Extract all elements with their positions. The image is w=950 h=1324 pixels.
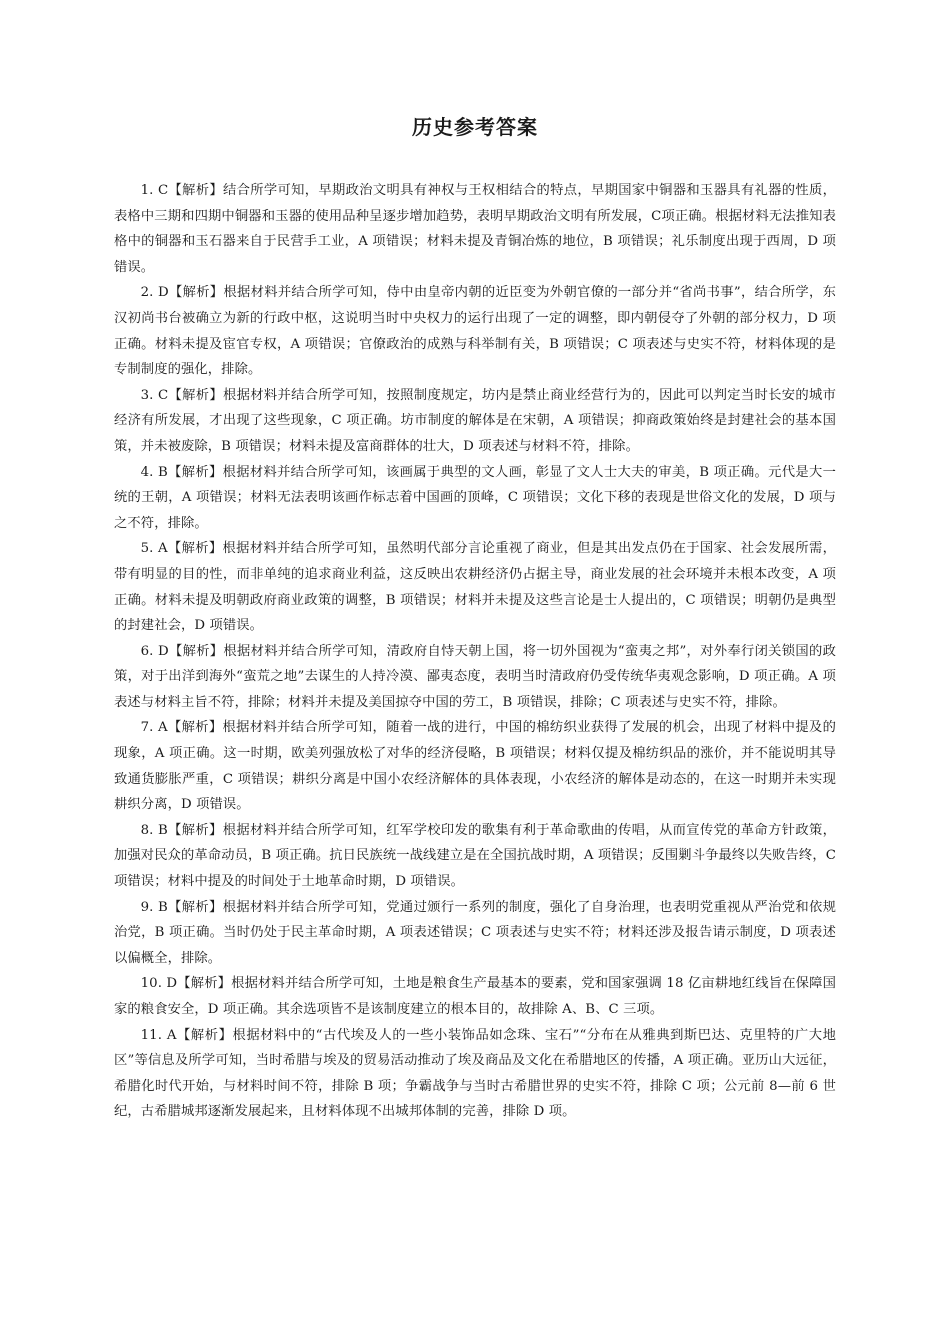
answer-item-9: 9. B【解析】根据材料并结合所学可知，党通过颁行一系列的制度，强化了自身治理，也表明党重视从严治党和依规治党，B 项正确。当时仍处于民主革命时期，A 项表述错误；C 项表述与史实不符；材料还涉及报告请示制度，D 项表述以偏概全，排除。	[114, 899, 836, 966]
answer-item-2: 2. D【解析】根据材料并结合所学可知，侍中由皇帝内朝的近臣变为外朝官僚的一部分并“省尚书事”，结合所学，东汉初尚书台被确立为新的行政中枢，这说明当时中央权力的运行出现了一定的调整，即内朝侵夺了外朝的部分权力，D 项正确。材料未提及宦官专权，A 项错误；官僚政治的成熟与科举制有关，B 项错误；C 项表述与史实不符，材料体现的是专制制度的强化，排除。	[114, 285, 836, 378]
answer-item-10: 10. D【解析】根据材料并结合所学可知，土地是粮食生产最基本的要素，党和国家强调 18 亿亩耕地红线旨在保障国家的粮食安全，D 项正确。其余选项皆不是该制度建立的根本目的，故排除 A、B、C 三项。	[114, 976, 836, 1017]
answer-item-5: 5. A【解析】根据材料并结合所学可知，虽然明代部分言论重视了商业，但是其出发点仍在于国家、社会发展所需，带有明显的目的性，而非单纯的追求商业利益，这反映出农耕经济仍占据主导，商业发展的社会环境并未根本改变，A 项正确。材料未提及明朝政府商业政策的调整，B 项错误；材料并未提及这些言论是士人提出的，C 项错误；明朝仍是典型的封建社会，D 项错误。	[114, 541, 836, 634]
answer-item-7: 7. A【解析】根据材料并结合所学可知，随着一战的进行，中国的棉纺织业获得了发展的机会，出现了材料中提及的现象，A 项正确。这一时期，欧美列强放松了对华的经济侵略，B 项错误；材料仅提及棉纺织品的涨价，并不能说明其导致通货膨胀严重，C 项错误；耕织分离是中国小农经济解体的具体表现，小农经济的解体是动态的，在这一时期并未实现耕织分离，D 项错误。	[114, 720, 836, 813]
answer-item-6: 6. D【解析】根据材料并结合所学可知，清政府自恃天朝上国，将一切外国视为“蛮夷之邦”，对外奉行闭关锁国的政策，对于出洋到海外“蛮荒之地”去谋生的人持冷漠、鄙夷态度，表明当时清政府仍受传统华夷观念影响，D 项正确。A 项表述与材料主旨不符，排除；材料并未提及美国掠夺中国的劳工，B 项错误，排除；C 项表述与史实不符，排除。	[114, 643, 836, 710]
answer-item-1: 1. C【解析】结合所学可知，早期政治文明具有神权与王权相结合的特点，早期国家中铜器和玉器具有礼器的性质，表格中三期和四期中铜器和玉器的使用品种呈逐步增加趋势，表明早期政治文明有所发展，C项正确。根据材料无法推知表格中的铜器和玉石器来自于民营手工业，A 项错误；材料未提及青铜冶炼的地位，B 项错误；礼乐制度出现于西周，D 项错误。	[114, 183, 836, 275]
answer-item-4: 4. B【解析】根据材料并结合所学可知，该画属于典型的文人画，彰显了文人士大夫的审美，B 项正确。元代是大一统的王朝，A 项错误；材料无法表明该画作标志着中国画的顶峰，C 项错误；文化下移的表现是世俗文化的发展，D 项与之不符，排除。	[114, 464, 836, 531]
answer-item-8: 8. B【解析】根据材料并结合所学可知，红军学校印发的歌集有利于革命歌曲的传唱，从而宣传党的革命方针政策，加强对民众的革命动员，B 项正确。抗日民族统一战线建立是在全国抗战时期，A 项错误；反围剿斗争最终以失败告终，C 项错误；材料中提及的时间处于土地革命时期，D 项错误。	[114, 822, 836, 890]
answer-item-3: 3. C【解析】根据材料并结合所学可知，按照制度规定，坊内是禁止商业经营行为的，因此可以判定当时长安的城市经济有所发展，才出现了这些现象，C 项正确。坊市制度的解体是在宋朝，A 项错误；抑商政策始终是封建社会的基本国策，并未被废除，B 项错误；材料未提及富商群体的壮大，D 项表述与材料不符，排除。	[114, 387, 836, 454]
answer-list	[114, 178, 836, 1125]
answer-item-11: 11. A【解析】根据材料中的“古代埃及人的一些小装饰品如念珠、宝石”“分布在从雅典到斯巴达、克里特的广大地区”等信息及所学可知，当时希腊与埃及的贸易活动推动了埃及商品及文化在希腊地区的传播，A 项正确。亚历山大远征，希腊化时代开始，与材料时间不符，排除 B 项；争霸战争与当时古希腊世界的史实不符，排除 C 项；公元前 8—前 6 世纪，古希腊城邦逐渐发展起来，且材料体现不出城邦体制的完善，排除 D 项。	[114, 1027, 836, 1120]
page-title: 历史参考答案	[412, 115, 538, 139]
